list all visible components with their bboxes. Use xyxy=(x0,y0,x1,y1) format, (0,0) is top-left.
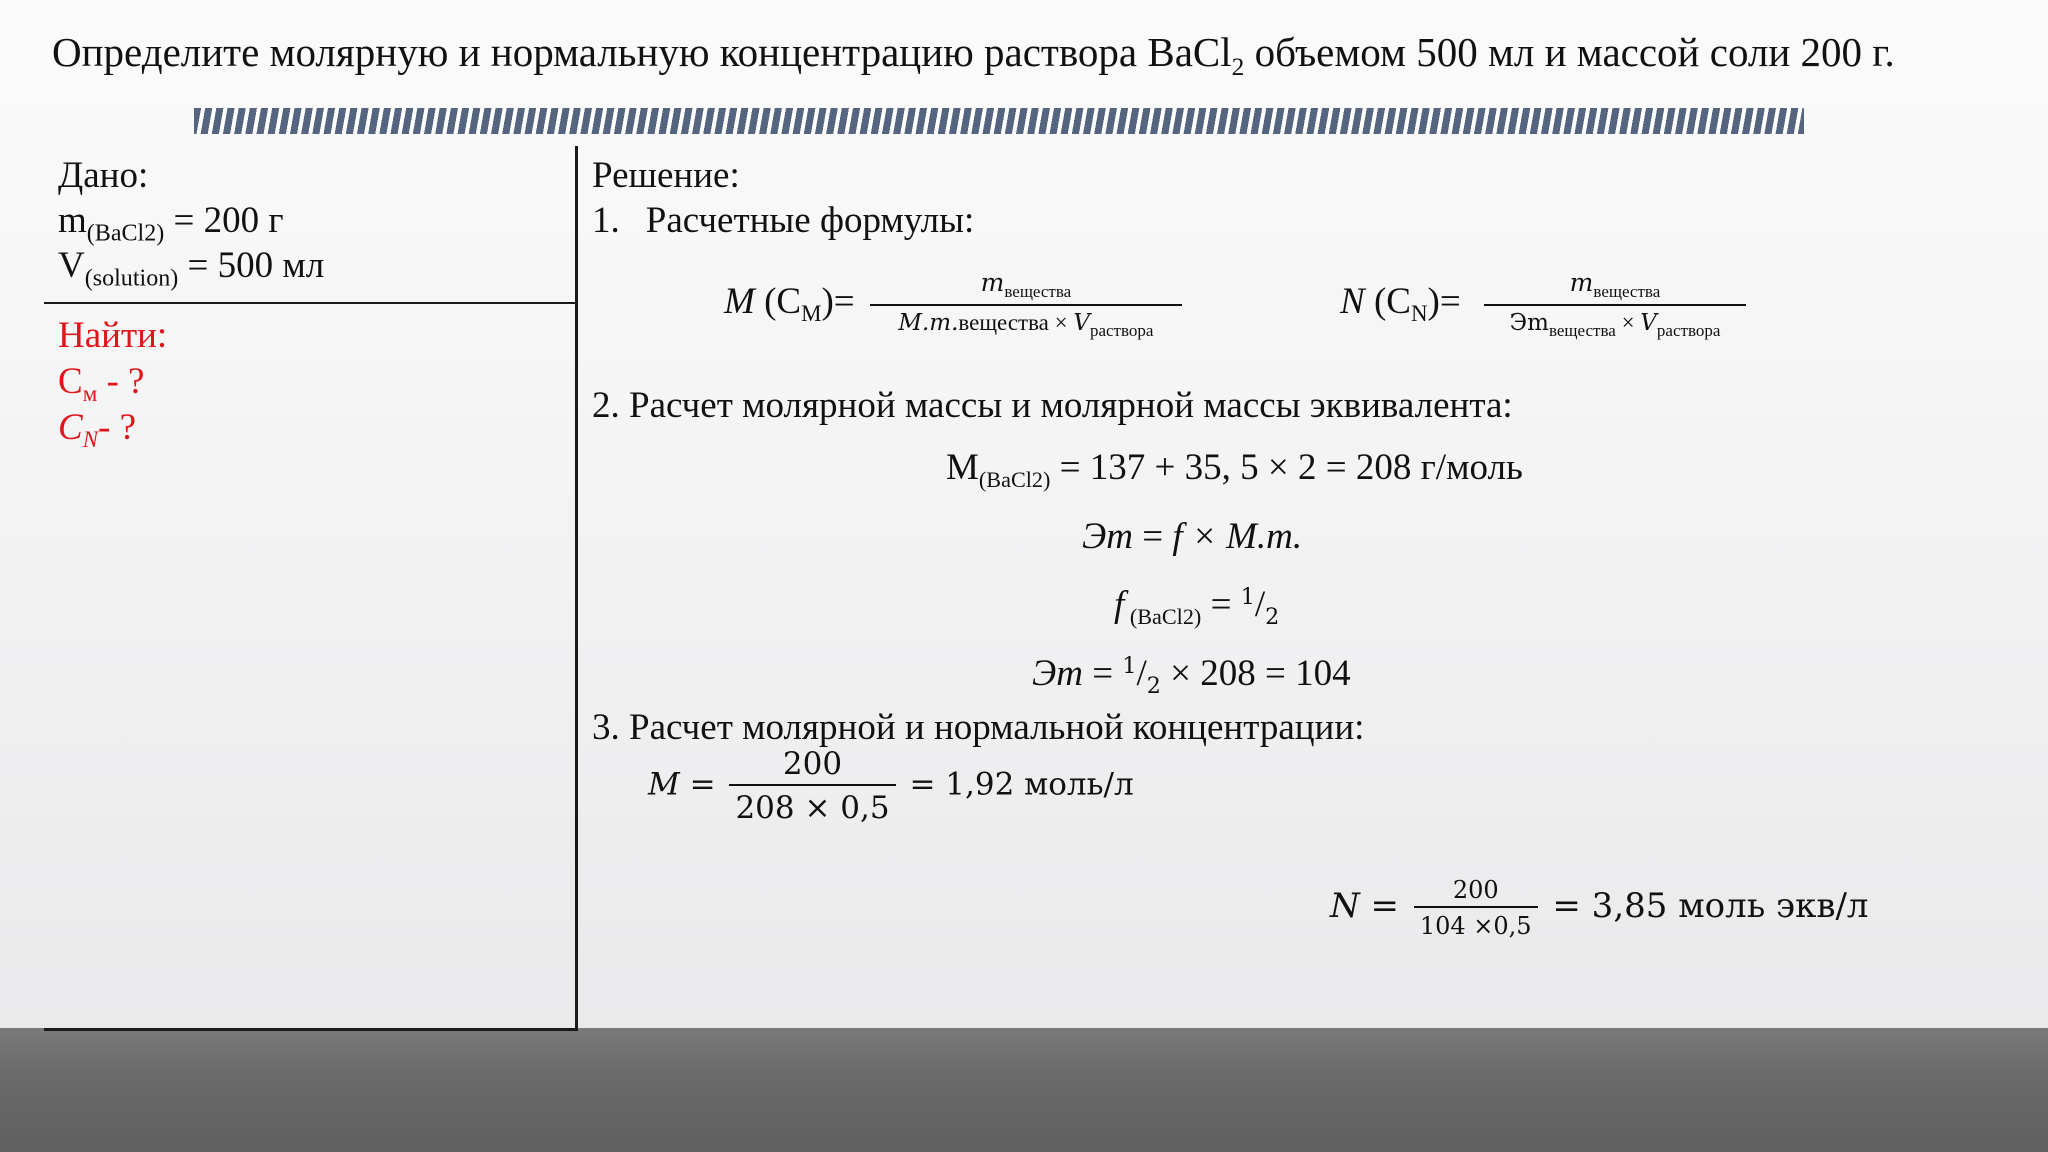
page-title: Определите молярную и нормальную концентрацию раствора BaCl$_2$ объемом 500 мл и массой соли 200 г. xyxy=(52,29,1895,81)
given-volume: $V_{(solution)} = 500$ мл xyxy=(58,245,325,292)
normal-concentration-calc: N = $\frac{200}{104 \times 0,5}$ = 3,85 моль экв/л xyxy=(1330,876,1869,940)
given-mass: $m_{(BaCl2)} = 200$ г xyxy=(58,200,284,247)
divider-horizontal xyxy=(44,302,577,304)
formula-molar: M $(C_M)=$ $\frac{m_{вещества}}{M.m.вещества \times V_{раствора}}$ xyxy=(724,268,1182,341)
molar-concentration-calc: M = $\frac{200}{208 \times 0,5}$ = 1,92 моль/л xyxy=(648,746,1134,826)
solution-heading: Решение: xyxy=(592,155,740,196)
formula-normal: N $(C_N)=$ $\frac{m_{вещества}}{Эm_{вещества} \times V_{раствора}}$ xyxy=(1340,268,1746,341)
divider-vertical xyxy=(575,146,578,1031)
molar-mass-calc: $M_{(BaCl2)} = 137 + 35$, 5 × 2 = 208 г/моль xyxy=(946,447,1523,492)
equivalent-calc: Эm = $^1/_2 \times 208 = 104$ xyxy=(1032,652,1351,699)
floor-background xyxy=(0,1028,2048,1152)
find-cm: $C_м$ - ? xyxy=(58,361,145,407)
equivalence-factor: f $_{(BaCl2)} = ^1/_2$ xyxy=(1114,583,1280,630)
step2-heading: 2. Расчет молярной массы и молярной массы эквивалента: xyxy=(592,385,1513,426)
find-heading: Найти: xyxy=(58,315,168,356)
step3-heading: 3. Расчет молярной и нормальной концентрации: xyxy=(592,707,1365,748)
find-cn: $C_N-$ ? xyxy=(58,407,136,453)
decorative-stripe-band xyxy=(194,108,1804,134)
given-heading: Дано: xyxy=(58,155,149,196)
step1-heading: 1. Расчетные формулы: xyxy=(592,200,975,241)
equivalent-definition: Эm = f × M.m. xyxy=(1082,516,1303,557)
divider-bottom xyxy=(44,1028,577,1031)
